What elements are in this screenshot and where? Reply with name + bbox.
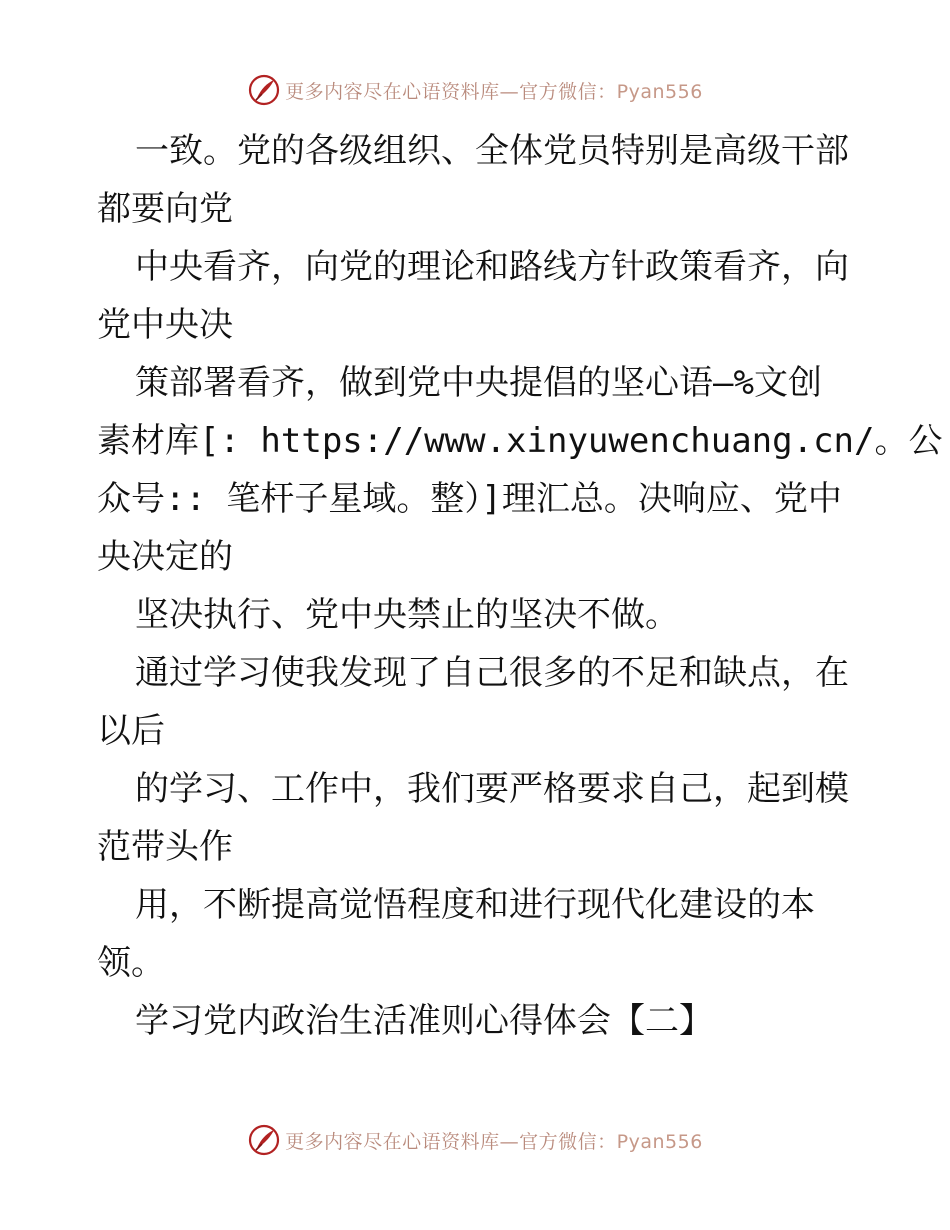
body-line: 通过学习使我发现了自己很多的不足和缺点，在: [135, 653, 849, 693]
body-line: 一致。党的各级组织、全体党员特别是高级干部: [135, 131, 849, 171]
footer-watermark-banner: [0, 1120, 950, 1160]
body-line: 策部署看齐，做到党中央提倡的坚心语—%文创: [135, 363, 822, 403]
feather-pen-logo-icon: [247, 1123, 281, 1157]
footer-banner-text: 更多内容尽在心语资料库—官方微信：: [285, 1130, 617, 1153]
document-body: [97, 122, 943, 1050]
body-line: 都要向党: [97, 189, 233, 229]
body-line: 范带头作: [97, 827, 233, 867]
footer-banner-wechat-id: Pyan556: [616, 1130, 703, 1153]
header-watermark-banner: [0, 70, 950, 110]
body-line-with-url: 素材库[: https://www.xinyuwenchuang.cn/。公: [97, 421, 943, 461]
header-banner-text: 更多内容尽在心语资料库—官方微信：: [285, 80, 617, 103]
body-line: 中央看齐，向党的理论和路线方针政策看齐，向: [135, 247, 849, 287]
body-line: 坚决执行、党中央禁止的坚决不做。: [135, 595, 679, 635]
section-heading: 学习党内政治生活准则心得体会【二】: [135, 1001, 713, 1041]
body-line: 用，不断提高觉悟程度和进行现代化建设的本: [135, 885, 815, 925]
body-line: 领。: [97, 943, 165, 983]
body-line: 央决定的: [97, 537, 233, 577]
body-line: 党中央决: [97, 305, 233, 345]
body-line: 众号:: 笔杆子星域。整）]理汇总。决响应、党中: [97, 479, 842, 519]
body-line: 的学习、工作中，我们要严格要求自己，起到模: [135, 769, 849, 809]
feather-pen-logo-icon: [247, 73, 281, 107]
header-banner-wechat-id: Pyan556: [616, 80, 703, 103]
body-line: 以后: [97, 711, 165, 751]
